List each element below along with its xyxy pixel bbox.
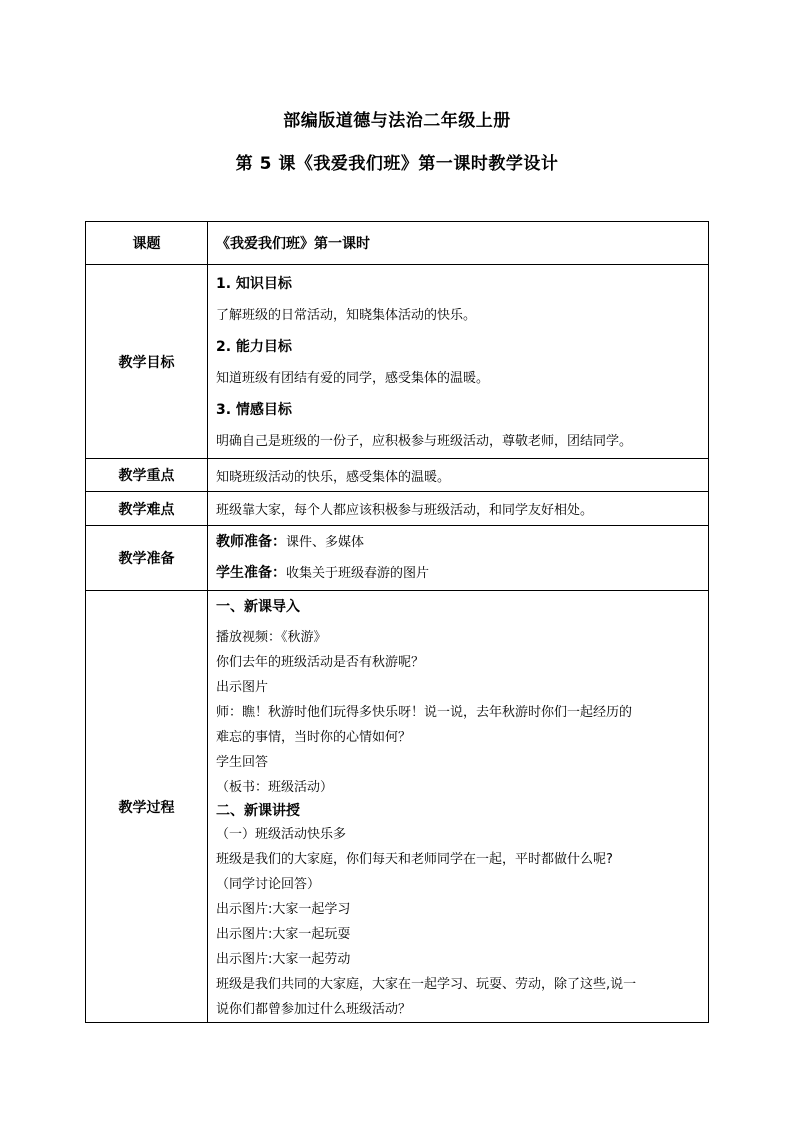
row-objectives — [86, 265, 709, 459]
document-subtitle: 第 5 课《我爱我们班》第一课时教学设计 — [235, 154, 559, 174]
objective-heading: 1. 知识目标 — [216, 276, 292, 292]
value-process — [208, 591, 709, 1023]
label-preparation: 教学准备 — [86, 526, 208, 591]
row-preparation — [86, 526, 709, 591]
process-line: （板书：班级活动） — [216, 780, 334, 795]
process-line: 出示图片 — [216, 680, 269, 695]
label-objectives: 教学目标 — [86, 265, 208, 459]
process-line: 出示图片:大家一起学习 — [216, 902, 351, 917]
section-heading: 二、新课讲授 — [216, 803, 300, 819]
process-line: 难忘的事情，当时你的心情如何？ — [216, 730, 412, 745]
objective-heading: 3. 情感目标 — [216, 402, 292, 418]
document-title: 部编版道德与法治二年级上册 — [283, 111, 511, 131]
process-line: 出示图片:大家一起劳动 — [216, 952, 351, 967]
process-line: 说你们都曾参加过什么班级活动？ — [216, 1002, 412, 1017]
label-key-points: 教学重点 — [86, 459, 208, 492]
row-process — [86, 591, 709, 1023]
objective-heading: 2. 能力目标 — [216, 339, 292, 355]
label-topic: 课题 — [86, 222, 208, 265]
process-line: （一）班级活动快乐多 — [216, 827, 347, 842]
process-line: 班级是我们的大家庭，你们每天和老师同学在一起，平时都做什么呢? — [216, 852, 613, 867]
value-key-points: 知晓班级活动的快乐，感受集体的温暖。 — [208, 459, 709, 492]
process-line: 出示图片:大家一起玩耍 — [216, 927, 351, 942]
value-difficulties: 班级靠大家，每个人都应该积极参与班级活动，和同学友好相处。 — [208, 492, 709, 526]
objective-text: 明确自己是班级的一份子，应积极参与班级活动，尊敬老师，团结同学。 — [216, 434, 633, 449]
value-objectives — [208, 265, 709, 459]
lesson-plan-table — [85, 221, 709, 1023]
label-process: 教学过程 — [86, 591, 208, 1023]
row-key-points — [86, 459, 709, 492]
label-difficulties: 教学难点 — [86, 492, 208, 526]
teacher-preparation: 教师准备：课件、多媒体 — [216, 534, 365, 550]
process-line: 师：瞧！秋游时他们玩得多快乐呀！说一说，去年秋游时你们一起经历的 — [216, 705, 633, 720]
objective-text: 了解班级的日常活动，知晓集体活动的快乐。 — [216, 308, 477, 323]
section-heading: 一、新课导入 — [216, 599, 300, 615]
process-line: 学生回答 — [216, 755, 269, 770]
student-preparation: 学生准备：收集关于班级春游的图片 — [216, 565, 430, 581]
process-line: 播放视频：《秋游》 — [216, 630, 327, 645]
row-topic — [86, 222, 709, 265]
value-topic: 《我爱我们班》第一课时 — [208, 222, 709, 265]
process-line: 你们去年的班级活动是否有秋游呢？ — [216, 655, 425, 670]
value-preparation — [208, 526, 709, 591]
row-difficulties — [86, 492, 709, 526]
process-line: 班级是我们共同的大家庭，大家在一起学习、玩耍、劳动，除了这些,说一 — [216, 977, 637, 992]
objective-text: 知道班级有团结有爱的同学，感受集体的温暖。 — [216, 371, 490, 386]
process-line: （同学讨论回答） — [216, 877, 321, 892]
